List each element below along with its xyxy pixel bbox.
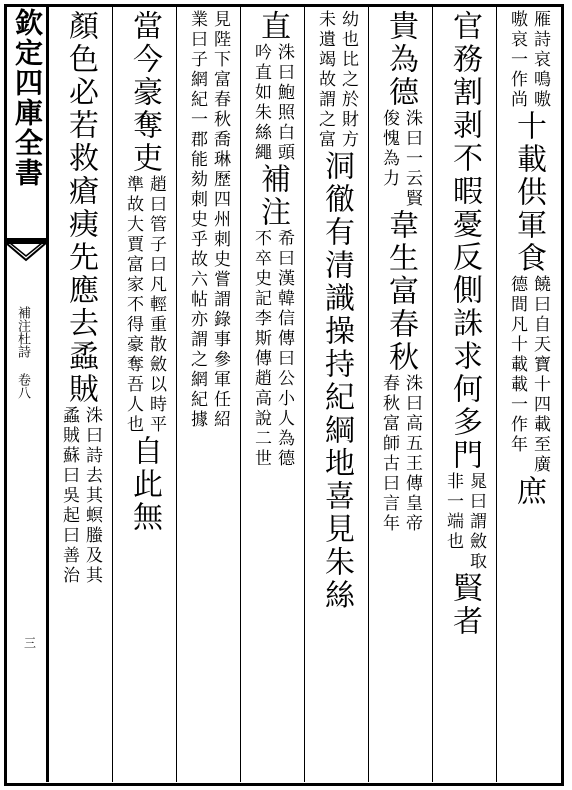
commentary-line: 未遺竭故謂之富 (315, 10, 335, 150)
text-column (377, 10, 423, 780)
text-column (441, 10, 487, 780)
text-column (121, 10, 167, 780)
fish-tail-mark-icon (6, 238, 46, 262)
main-text: 賢者 (447, 572, 482, 638)
commentary (249, 43, 295, 163)
commentary (313, 10, 359, 150)
commentary-line: 春秋富師古曰言年 (379, 374, 399, 534)
text-column (313, 10, 359, 780)
book-title: 欽定四庫全書 (11, 8, 44, 188)
text-column (249, 10, 295, 780)
commentary-line: 準故大賈富家不得豪奪吾人也 (123, 175, 143, 435)
commentary (505, 275, 551, 475)
commentary (377, 374, 423, 534)
commentary-line: 饒曰自天寶十四載至廣 (530, 275, 550, 475)
main-text: 當今豪奪吏 (127, 10, 162, 175)
main-text: 庶 (511, 475, 546, 508)
column-rule (112, 6, 113, 782)
commentary (249, 229, 295, 469)
commentary-line: 幼也比之於財方 (338, 10, 358, 150)
commentary-line: 雁詩哀鳴嗷 (530, 10, 550, 110)
column-rule (432, 6, 433, 782)
commentary-line: 希曰漢韓信傳曰公小人為德 (274, 229, 294, 469)
commentary-line: 業曰子網紀一郡能劾刺史乎故六帖亦謂之網紀據 (187, 10, 207, 430)
text-column (185, 10, 231, 780)
commentary (377, 109, 423, 209)
column-rule (368, 6, 369, 782)
commentary-line: 晁曰謂斂取 (466, 472, 486, 572)
volume-label (14, 306, 30, 399)
margin-strip (6, 6, 46, 782)
commentary (505, 10, 551, 110)
commentary-line: 洙曰高五王傳皇帝 (402, 374, 422, 534)
column-rule (304, 6, 305, 782)
main-text: 補注 (255, 163, 290, 229)
commentary (185, 10, 231, 430)
commentary-line: 洙曰鮑照白頭 (274, 43, 294, 163)
commentary-line: 蟊賊蘇曰吳起曰善治 (59, 406, 79, 586)
commentary-line: 德間凡十載載一作年 (507, 275, 527, 455)
commentary (57, 406, 103, 586)
main-text: 顏色必若救瘡痍先應去蟊賊 (63, 10, 98, 406)
column-rule (48, 6, 49, 782)
main-text: 洞徹有清識操持紀綱地喜見朱絲 (319, 150, 354, 612)
commentary-line: 非一端也 (443, 472, 463, 552)
text-column (57, 10, 103, 780)
commentary-line: 不卒史記李斯傳趙高說二世 (251, 229, 271, 469)
commentary-line: 俊愧為力 (379, 109, 399, 189)
main-text: 貴為德 (383, 10, 418, 109)
commentary-line: 吟直如朱絲繩 (251, 43, 271, 163)
commentary (121, 175, 167, 435)
main-text: 韋生富春秋 (383, 209, 418, 374)
commentary-line: 嗷哀一作尚 (507, 10, 527, 110)
commentary-line: 洙曰一云賢 (402, 109, 422, 209)
commentary (441, 472, 487, 572)
commentary-line: 趙曰管子曰凡輕重散斂以時平 (146, 175, 166, 435)
page-number: 三 (24, 636, 37, 650)
main-text: 官務割剥不暇憂反側誅求何多門 (447, 10, 482, 472)
main-text: 直 (255, 10, 290, 43)
book-subtitle: 補注杜詩 (15, 306, 30, 358)
commentary-line: 洙曰詩去其螟螣及其 (82, 406, 102, 586)
main-text: 十載供軍食 (511, 110, 546, 275)
column-rule (176, 6, 177, 782)
commentary-line: 見陛下富春秋喬琳歷四州刺史嘗謂錄事參軍任紹 (210, 10, 230, 430)
volume-number: 卷八 (15, 373, 30, 399)
text-column (505, 10, 551, 780)
main-text: 自此無 (127, 435, 162, 534)
column-rule (496, 6, 497, 782)
column-rule (240, 6, 241, 782)
